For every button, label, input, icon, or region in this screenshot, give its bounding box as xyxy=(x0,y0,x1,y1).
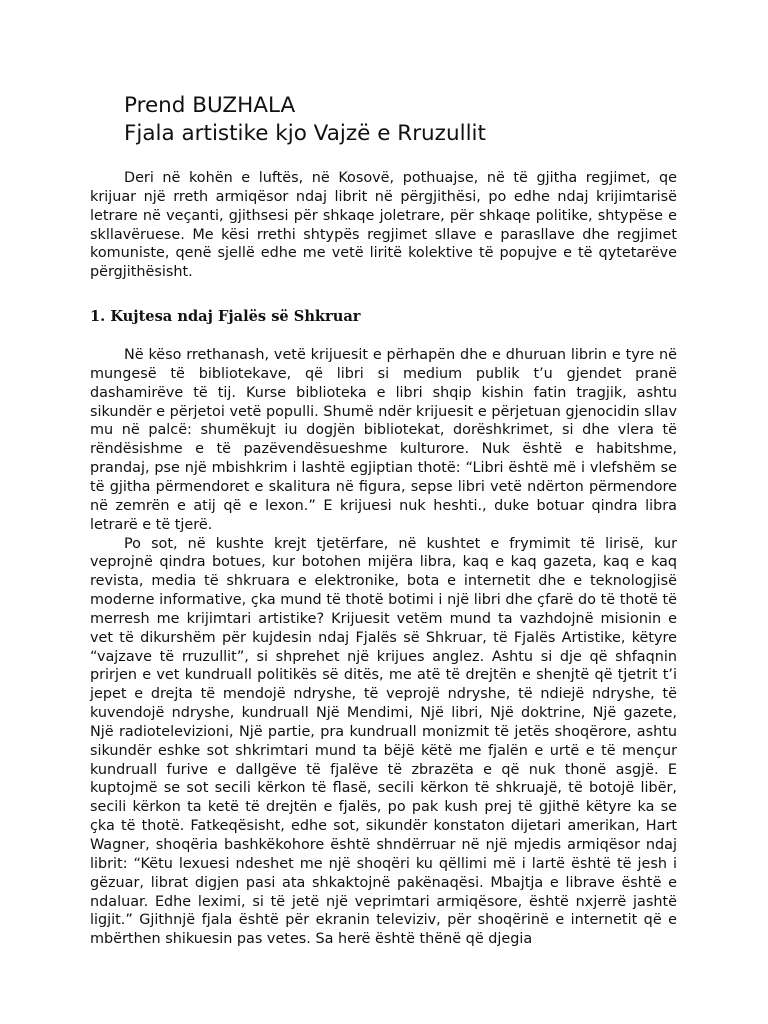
intro-paragraph: Deri në kohën e luftës, në Kosovë, pothuajse, në të gjitha regjimet, qe krijuar një rreth armiqësor ndaj librit në përgjithësi, po edhe ndaj krijimtarisë letrare në veçanti, gjithsesi për shkaqe joletrare, për shkaqe politike, shtypëse e skllavëruese. Me kësi rrethi shtypës regjimet sllave e parasllave dhe regjimet komuniste, qenë sjellë edhe me vetë liritë kolektive të popujve e të qytetarëve përgjithësisht. xyxy=(90,170,677,281)
body-paragraph: Në këso rrethanash, vetë krijuesit e përhapën dhe e dhuruan librin e tyre në mungesë të bibliotekave, që libri si medium publik t’u gjendet pranë dashamirëve të tij. Kurse biblioteka e libri shqip kishin fatin tragjik, ashtu sikundër e përjetoi vetë populli. Shumë ndër krijuesit e përjetuan gjenocidin sllav mu në palcë: shumëkujt iu dogjën bibliotekat, dorëshkrimet, si dhe vlera të rëndësishme e të pazëvendësueshme kulturore. Nuk është e habitshme, prandaj, pse një mbishkrim i lashtë egjiptian thotë: “Libri është më i vlefshëm se të gjitha përmendoret e skalitura në figura, sepse libri vetë ndërton përmendore në zemrën e atij që e lexon.” E krijuesi nuk heshti., duke botuar qindra libra letrarë e të tjerë. xyxy=(90,347,677,533)
body-paragraph: Po sot, në kushte krejt tjetërfare, në kushtet e frymimit të lirisë, kur veprojnë qindra botues, kur botohen mijëra libra, kaq e kaq gazeta, kaq e kaq revista, media të shkruara e elektronike, bota e internetit dhe e teknologjisë moderne informative, çka mund të thotë botimi i një libri dhe çfarë do të thotë të merresh me krijimtari artistike? Krijuesit vetëm mund ta vazhdojnë misionin e vet të dikurshëm për kujdesin ndaj Fjalës së Shkruar, të Fjalës Artistike, këtyre “vajzave të rruzullit”, si shprehet një krijues anglez. Ashtu si dje që shfaqnin prirjen e vet kundruall politikës së ditës, me atë të drejtën e shenjtë që tjetrit t’i jepet e drejta të mendojë ndryshe, të veprojë ndryshe, të ndiejë ndryshe, të kuvendojë ndryshe, kundruall Një Mendimi, Një libri, Një doktrine, Një gazete, Një radiotelevizioni, Një partie, pra kundruall monizmit të jetës shoqërore, ashtu sikundër eshke sot shkrimtari mund ta bëjë këtë me fjalën e urtë e të mençur kundruall furive e dallgëve të fjalëve të zbrazëta e që nuk thonë asgjë. E kuptojmë se sot secili kërkon të flasë, secili kërkon të shkruajë, të botojë libër, secili kërkon ta ketë të drejtën e fjalës, po pak kush prej të gjithë këtyre ka se çka të thotë. Fatkeqësisht, edhe sot, sikundër konstaton dijetari amerikan, Hart Wagner, shoqëria bashkëkohore është shndërruar në një mjedis armiqësor ndaj librit: “Këtu lexuesi ndeshet me një shoqëri ku qëllimi më i lartë është të jesh i gëzuar, librat digjen pasi ata shkaktojnë pakënaqësi. Mbajtja e librave është e ndaluar. Edhe leximi, si të jetë një veprimtari armiqësore, është nxjerrë jashtë ligjit.” Gjithnjë fjala është për ekranin televiziv, për shoqërinë e internetit që e mbërthen shikuesin pas vetes. Sa herë është thënë që djegia xyxy=(90,535,677,948)
section-heading: 1. Kujtesa ndaj Fjalës së Shkruar xyxy=(90,308,361,326)
author-name: Prend BUZHALA xyxy=(124,93,296,118)
document-page xyxy=(90,92,677,949)
document-body xyxy=(90,169,677,949)
document-title: Fjala artistike kjo Vajzë e Rruzullit xyxy=(124,121,486,146)
